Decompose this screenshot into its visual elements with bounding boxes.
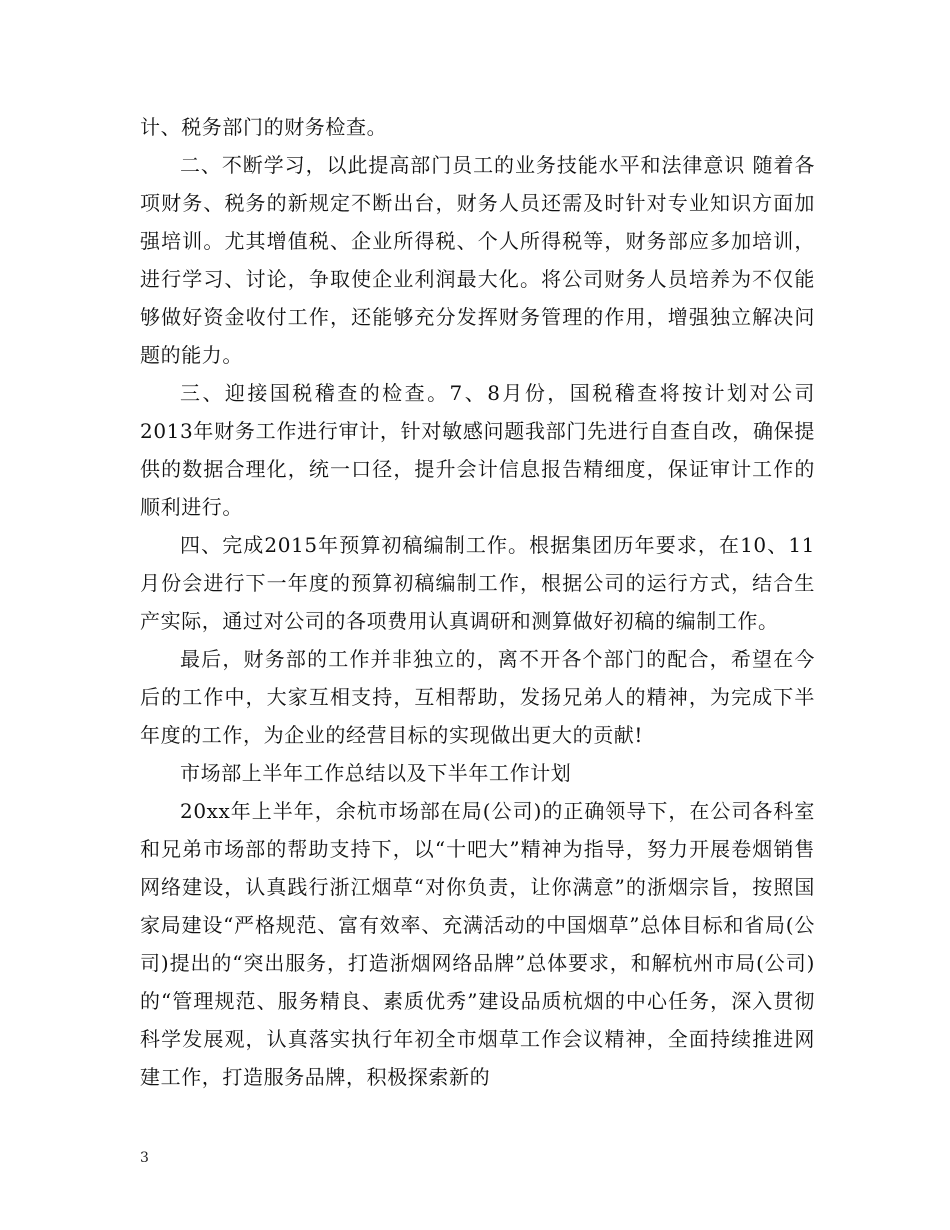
paragraph-1: 计、税务部门的财务检查。 [140,115,388,139]
section-heading: 市场部上半年工作总结以及下半年工作计划 [180,761,572,785]
paragraph-2: 二、不断学习，以此提高部门员工的业务技能水平和法律意识 随着各项财务、税务的新规定不断出台，财务人员还需及时针对专业知识方面加强培训。尤其增值税、企业所得税、个人所得税等，财务部应多加培训，进行学习、讨论，争取使企业利润最大化。将公司财务人员培养为不仅能够做好资金收付工作，还能够充分发挥财务管理的作用，增强独立解决问题的能力。 [140,153,815,367]
paragraph-5: 最后，财务部的工作并非独立的，离不开各个部门的配合，希望在今后的工作中，大家互相支持，互相帮助，发扬兄弟人的精神，为完成下半年度的工作，为企业的经营目标的实现做出更大的贡献! [140,647,815,747]
paragraph-6: 20xx年上半年，余杭市场部在局(公司)的正确领导下，在公司各科室和兄弟市场部的帮助支持下，以“十吧大”精神为指导，努力开展卷烟销售网络建设，认真践行浙江烟草“对你负责，让你满意”的浙烟宗旨，按照国家局建设“严格规范、富有效率、充满活动的中国烟草”总体目标和省局(公司)提出的“突出服务，打造浙烟网络品牌”总体要求，和解杭州市局(公司)的“管理规范、服务精良、素质优秀”建设品质杭烟的中心任务，深入贯彻科学发展观，认真落实执行年初全市烟草工作会议精神，全面持续推进网建工作，打造服务品牌，积极探索新的 [140,799,815,1089]
document-body [140,108,815,1096]
paragraph-3: 三、迎接国税稽查的检查。7、8月份，国税稽查将按计划对公司2013年财务工作进行审计，针对敏感问题我部门先进行自查自改，确保提供的数据合理化，统一口径，提升会计信息报告精细度，保证审计工作的顺利进行。 [140,381,815,519]
paragraph-4: 四、完成2015年预算初稿编制工作。根据集团历年要求，在10、11月份会进行下一年度的预算初稿编制工作，根据公司的运行方式，结合生产实际，通过对公司的各项费用认真调研和测算做好初稿的编制工作。 [140,533,815,633]
page-number: 3 [140,1150,149,1166]
